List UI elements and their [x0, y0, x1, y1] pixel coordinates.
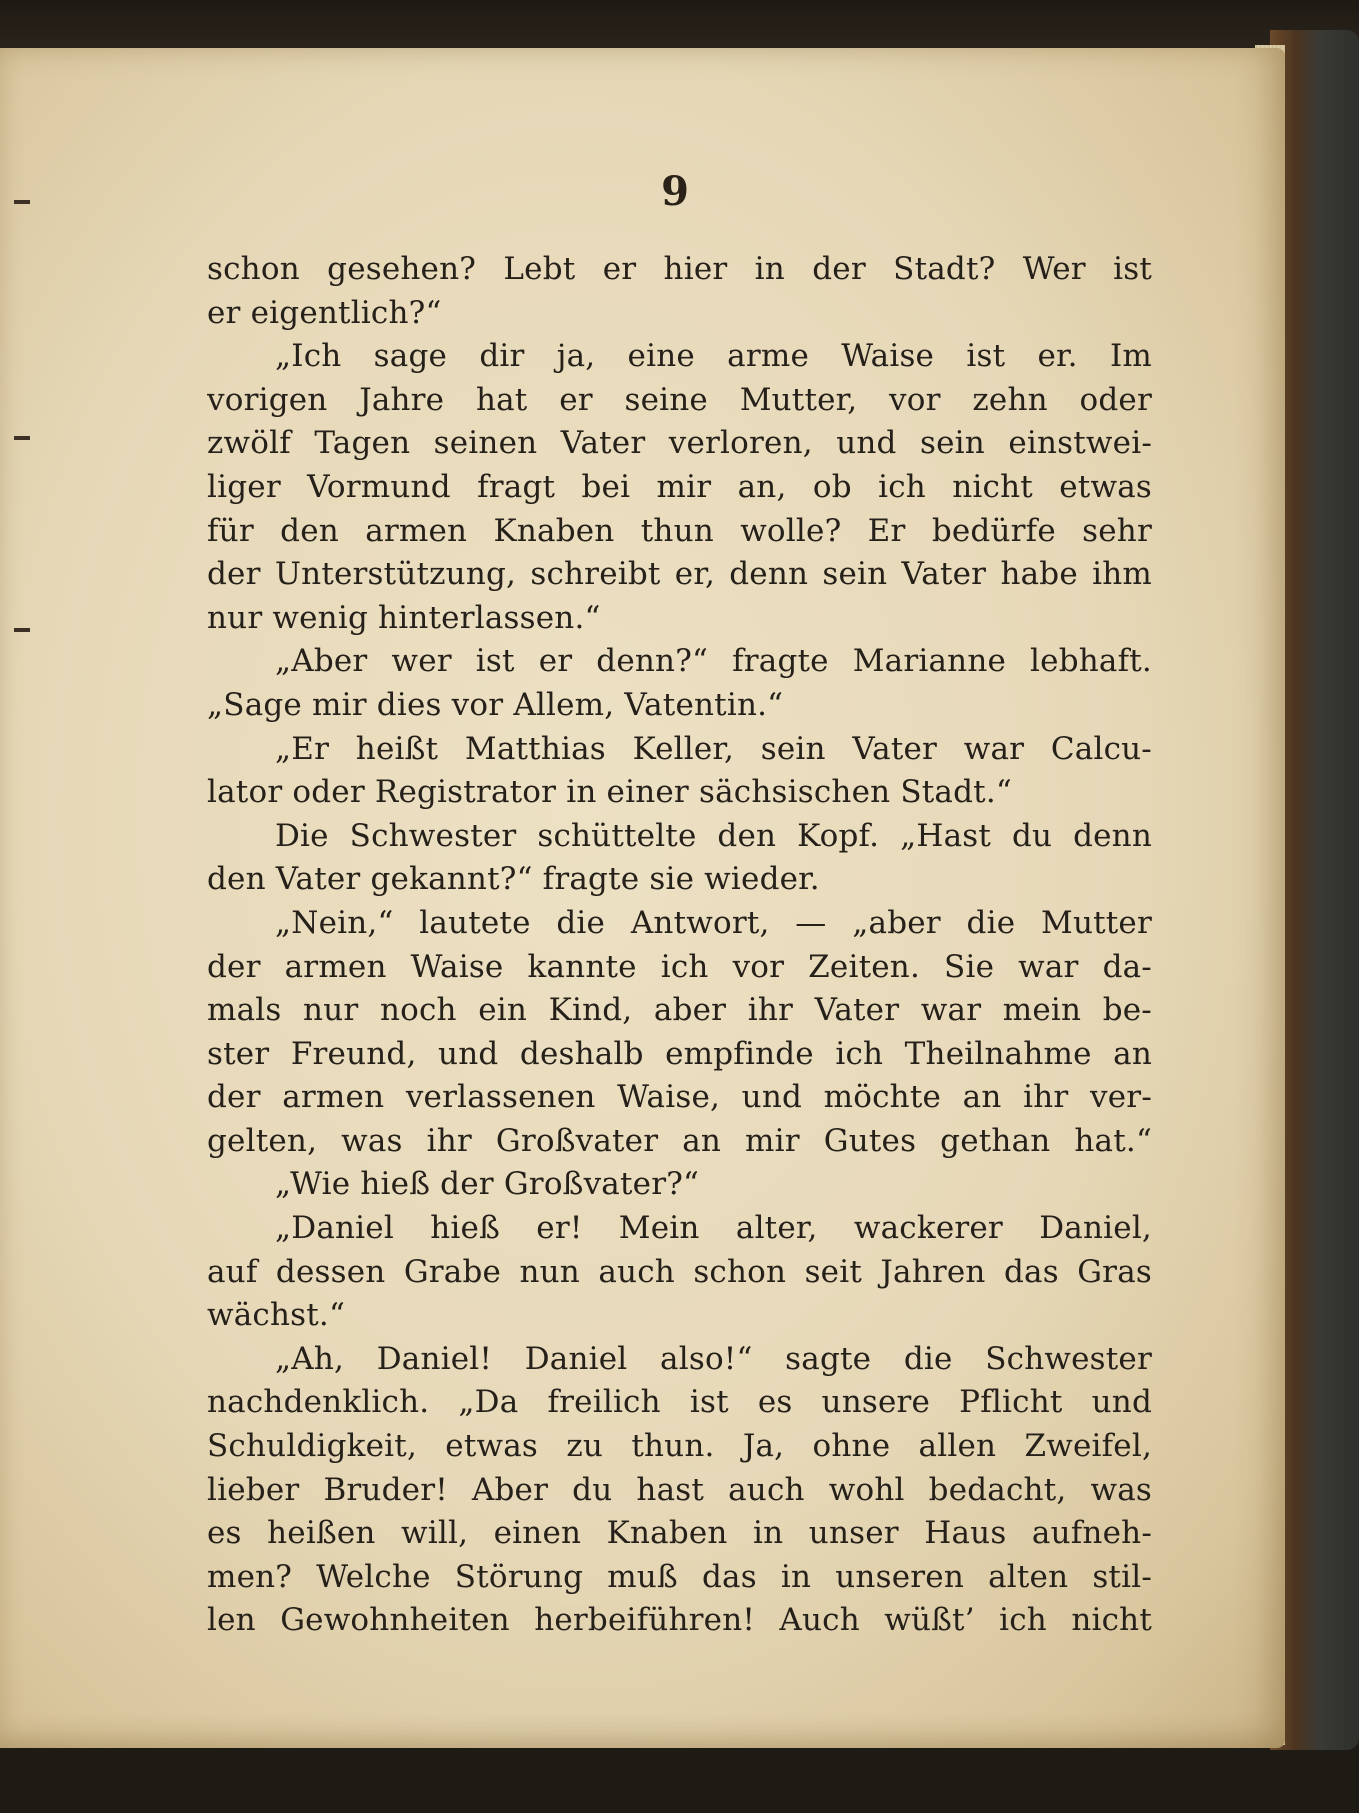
text-line: liger Vormund fragt bei mir an, ob ich nicht etwas	[207, 468, 1152, 505]
binding-mark	[14, 628, 30, 632]
text-line: der Unterstützung, schreibt er, denn sein Vater habe ihm	[207, 556, 1152, 593]
text-line: „Ich sage dir ja, eine arme Waise ist er. Im	[275, 338, 1152, 375]
text-line: den Vater gekannt?“ fragte sie wieder.	[207, 861, 820, 898]
text-line: der armen verlassenen Waise, und möchte an ihr ver-	[207, 1079, 1152, 1116]
binding-mark	[14, 200, 30, 204]
text-line: es heißen will, einen Knaben in unser Haus aufneh-	[207, 1515, 1152, 1552]
text-line: ster Freund, und deshalb empfinde ich Theilnahme an	[207, 1035, 1152, 1072]
text-line: zwölf Tagen seinen Vater verloren, und sein einstwei-	[207, 425, 1152, 462]
body-text	[207, 248, 1152, 1643]
text-line: nachdenklich. „Da freilich ist es unsere Pflicht und	[207, 1384, 1152, 1421]
text-line: „Sage mir dies vor Allem, Vatentin.“	[207, 686, 784, 723]
text-line: Die Schwester schüttelte den Kopf. „Hast du denn	[275, 817, 1152, 854]
text-line: nur wenig hinterlassen.“	[207, 599, 601, 636]
text-line: men? Welche Störung muß das in unseren alten stil-	[207, 1558, 1152, 1595]
text-line: gelten, was ihr Großvater an mir Gutes gethan hat.“	[207, 1122, 1152, 1159]
text-line: der armen Waise kannte ich vor Zeiten. Sie war da-	[207, 948, 1152, 985]
text-line: schon gesehen? Lebt er hier in der Stadt? Wer ist	[207, 251, 1152, 287]
binding-mark	[14, 436, 30, 440]
text-line: „Daniel hieß er! Mein alter, wackerer Daniel,	[275, 1210, 1152, 1247]
page-number: 9	[661, 168, 689, 215]
text-line: für den armen Knaben thun wolle? Er bedürfe sehr	[207, 512, 1152, 549]
text-line: mals nur noch ein Kind, aber ihr Vater war mein be-	[207, 992, 1152, 1029]
text-line: vorigen Jahre hat er seine Mutter, vor zehn oder	[207, 381, 1152, 418]
text-line: lator oder Registrator in einer sächsischen Stadt.“	[207, 774, 1012, 811]
text-line: „Er heißt Matthias Keller, sein Vater war Calcu-	[275, 730, 1152, 767]
text-line: „Aber wer ist er denn?“ fragte Marianne lebhaft.	[275, 643, 1152, 680]
text-line: „Nein,“ lautete die Antwort, — „aber die Mutter	[275, 904, 1152, 941]
text-line: „Wie hieß der Großvater?“	[275, 1166, 700, 1203]
text-line: Schuldigkeit, etwas zu thun. Ja, ohne allen Zweifel,	[207, 1428, 1152, 1465]
text-line: auf dessen Grabe nun auch schon seit Jahren das Gras	[207, 1253, 1152, 1290]
text-line: er eigentlich?“	[207, 294, 442, 331]
text-line: „Ah, Daniel! Daniel also!“ sagte die Schwester	[275, 1340, 1152, 1377]
text-line: lieber Bruder! Aber du hast auch wohl bedacht, was	[207, 1471, 1152, 1508]
text-line: wächst.“	[207, 1297, 346, 1334]
text-line: len Gewohnheiten herbeiführen! Auch wüßt’ ich nicht	[207, 1602, 1152, 1639]
